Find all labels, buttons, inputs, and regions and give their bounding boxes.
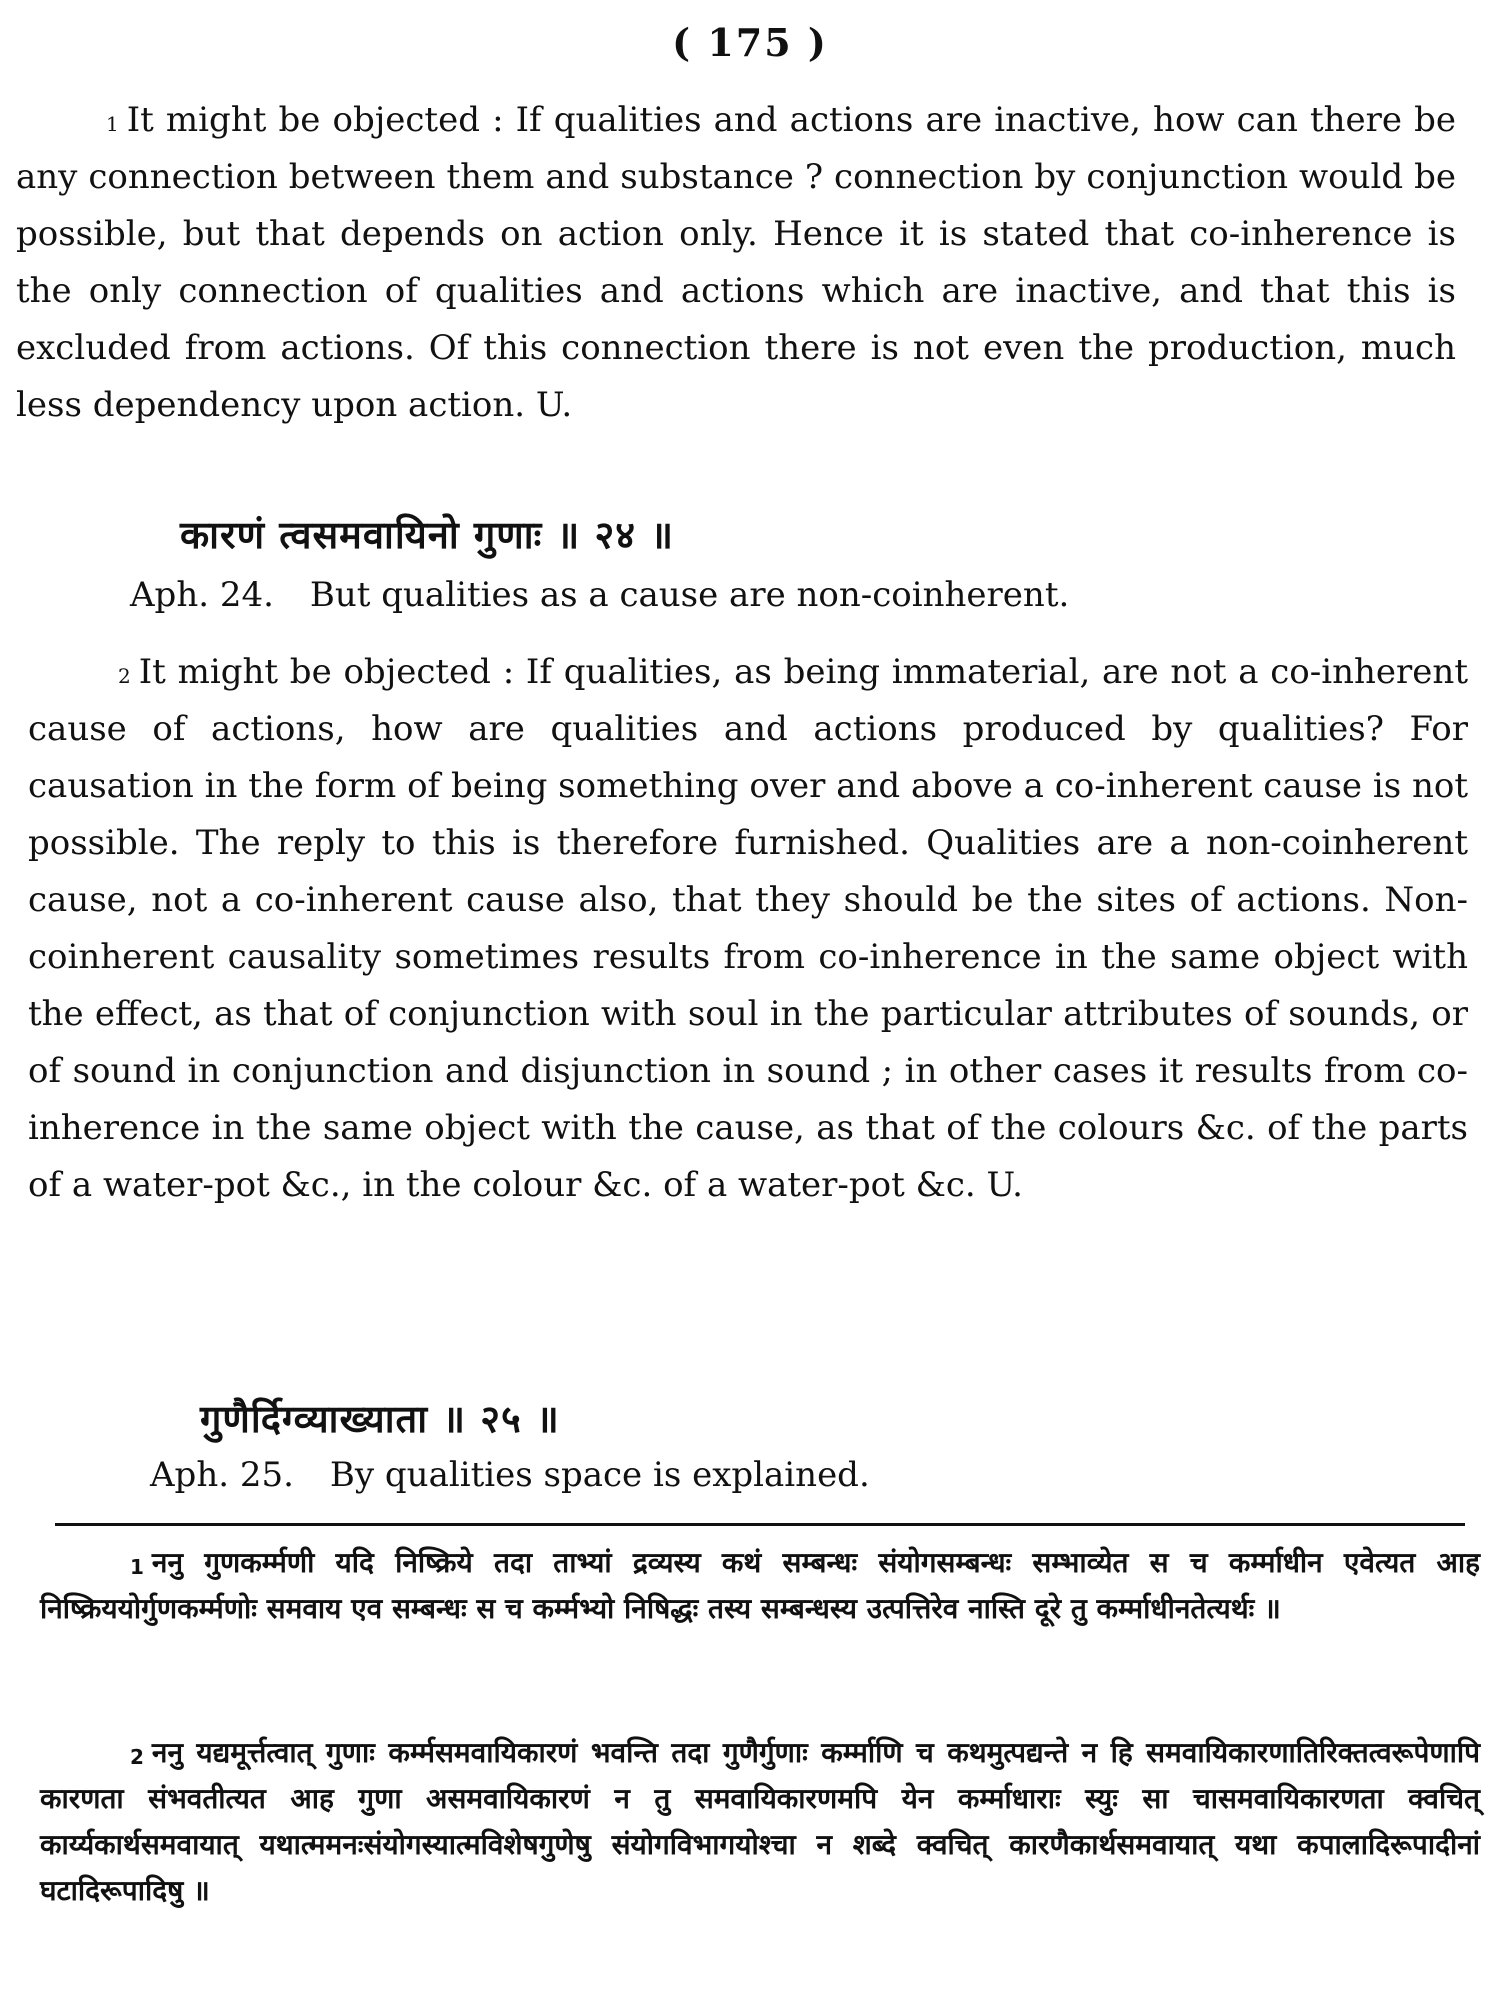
paragraph-text: It might be objected : If qualities, as being immaterial, are not a co-inherent cause of actions, how are qualities and actions produced by qualities? For causation in the form of being something over and above a co-inherent cause is not possible. The reply to this is therefore furnished. Qualities are a non-coinherent cause, not a co-inherent cause also, that they should be the sites of actions. Non-coinherent causality sometimes results from co-inherence in the same object with the effect, as that of conjunction with soul in the particular attributes of sounds, or of sound in conjunction and disjunction in sound ; in other cases it results from co-inherence in the same object with the cause, as that of the colours &c. of the parts of a water-pot &c., in the colour &c. of a water-pot &c. U. [28,652,1468,1205]
footnote-marker: 2 [130,1745,144,1769]
footnote-marker: 1 [130,1555,144,1579]
commentary-paragraph-1 [16,92,1456,434]
footnote-divider [55,1523,1465,1526]
aphorism-translation: By qualities space is explained. [329,1455,870,1495]
paragraph-text: It might be objected : If qualities and actions are inactive, how can there be any connection between them and substance ? connection by conjunction would be possible, but that depends on action only. Hence it is stated that co-inherence is the only connection of qualities and actions which are inactive, and that this is excluded from actions. Of this connection there is not even the production, much less dependency upon action. U. [16,100,1456,425]
aphorism-25 [150,1455,870,1495]
footnote-text: ननु गुणकर्म्मणी यदि निष्क्रिये तदा ताभ्यां द्रव्यस्य कथं सम्बन्धः संयोगसम्बन्धः सम्भाव्येत स च कर्म्माधीन एवेत्यत आह निष्क्रिययोर्गुणकर्म्मणोः समवाय एव सम्बन्धः स च कर्म्मभ्यो निषिद्धः तस्य सम्बन्धस्य उत्पत्तिरेव नास्ति दूरे तु कर्म्माधीनतेत्यर्थः ॥ [40,1546,1480,1625]
footnote-1 [40,1540,1480,1632]
aphorism-label: Aph. 25. [150,1455,294,1495]
aphorism-24 [130,575,1069,615]
footnote-text: ननु यद्यमूर्त्तत्वात् गुणाः कर्म्मसमवायिकारणं भवन्ति तदा गुणैर्गुणाः कर्म्माणि च कथमुत्पद्यन्ते न हि समवायिकारणातिरिक्तत्वरूपेणापि कारणता संभवतीत्यत आह गुणा असमवायिकारणं न तु समवायिकारणमपि येन कर्म्माधाराः स्युः सा चासमवायिकारणता क्वचित् कार्य्यकार्थसमवायात् यथात्ममनःसंयोगस्यात्मविशेषगुणेषु संयोगविभागयोश्चा न शब्दे क्वचित् कारणैकार्थसमवायात् यथा कपालादिरूपादीनां घटादिरूपादिषु ॥ [40,1736,1480,1907]
sutra-24-devanagari: कारणं त्वसमवायिनो गुणाः ॥ २४ ॥ [180,513,675,557]
commentary-paragraph-2 [28,644,1468,1214]
sutra-25-devanagari: गुणैर्दिग्व्याख्याता ॥ २५ ॥ [200,1397,560,1441]
page-number: ( 175 ) [672,20,828,65]
footnote-marker: 1 [106,112,119,136]
aphorism-label: Aph. 24. [130,575,274,615]
footnote-marker: 2 [118,664,131,688]
footnote-2 [40,1730,1480,1914]
aphorism-translation: But qualities as a cause are non-coinherent. [309,575,1070,615]
